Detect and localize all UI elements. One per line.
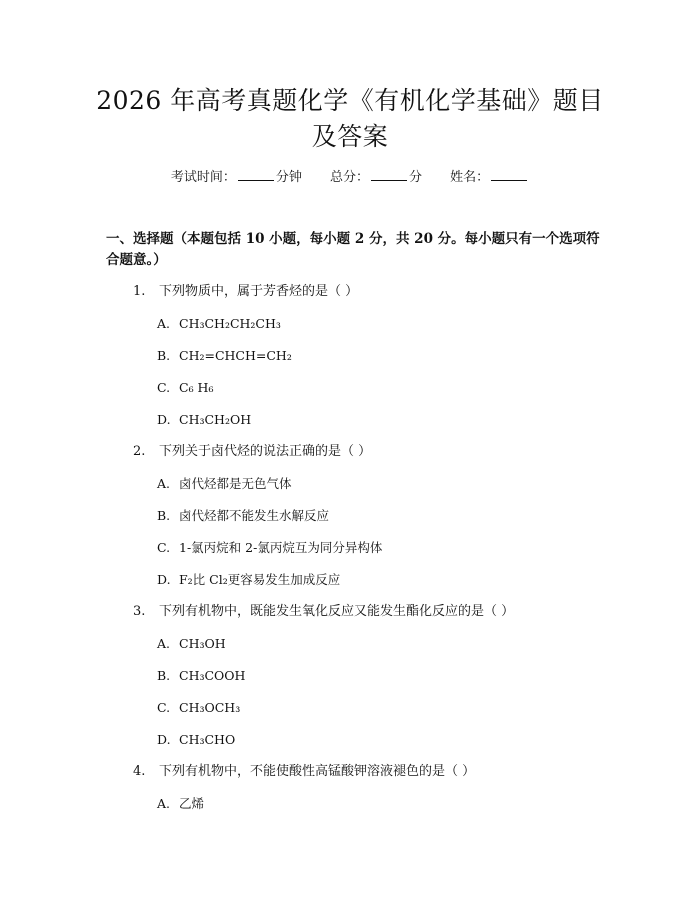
option-letter: A. [157, 636, 171, 651]
question-1-option-b [157, 346, 292, 366]
total-score-field [330, 170, 422, 185]
question-1-option-c [157, 378, 213, 398]
question-2-stem [133, 442, 371, 462]
option-text: CH₃CH₂OH [179, 412, 252, 427]
student-name-field [450, 170, 529, 185]
total-score-blank [371, 168, 407, 181]
question-text: 下列物质中，属于芳香烃的是（ ） [159, 284, 359, 299]
question-number: 2. [133, 444, 146, 459]
question-2-option-b [157, 506, 329, 526]
option-letter: C. [157, 540, 171, 555]
student-name-blank [491, 168, 527, 181]
option-letter: B. [157, 508, 171, 523]
option-text: CH₃OH [179, 636, 226, 651]
option-letter: A. [157, 796, 171, 811]
question-4-stem [133, 762, 475, 782]
option-text: CH₃OCH₃ [179, 700, 241, 715]
question-3-option-d [157, 730, 235, 750]
question-3-option-b [157, 666, 245, 686]
question-number: 1. [133, 284, 146, 299]
exam-time-label: 考试时间： [170, 170, 236, 185]
option-text: F₂比 Cl₂更容易发生加成反应 [179, 572, 341, 587]
option-letter: A. [157, 476, 171, 491]
option-letter: B. [157, 668, 171, 683]
option-text: 乙烯 [179, 796, 205, 811]
option-text: CH₂=CHCH=CH₂ [179, 348, 292, 363]
option-text: 卤代烃都是无色气体 [179, 476, 292, 491]
option-letter: D. [157, 732, 171, 747]
exam-time-field [171, 170, 302, 185]
option-letter: B. [157, 348, 171, 363]
option-text: CH₃COOH [179, 668, 246, 683]
option-letter: C. [157, 700, 171, 715]
question-1-option-d [157, 410, 251, 430]
option-text: CH₃CHO [179, 732, 236, 747]
question-2-option-c [157, 538, 382, 558]
exam-meta-row [0, 168, 700, 188]
question-3-option-c [157, 698, 240, 718]
option-text: C₆ H₆ [179, 380, 214, 395]
question-number: 3. [133, 604, 146, 619]
question-text: 下列有机物中，既能发生氧化反应又能发生酯化反应的是（ ） [159, 604, 515, 619]
question-1-option-a [157, 314, 281, 334]
option-text: 卤代烃都不能发生水解反应 [179, 508, 330, 523]
option-letter: D. [157, 412, 171, 427]
question-2-option-d [157, 570, 340, 590]
section-heading-line-1: 一、选择题（本题包括 10 小题，每小题 2 分，共 20 分。每小题只有一个选项符 [106, 231, 600, 247]
question-2-option-a [157, 474, 292, 494]
question-4-option-a [157, 794, 204, 814]
option-letter: A. [157, 316, 171, 331]
question-number: 4. [133, 764, 146, 779]
question-text: 下列有机物中，不能使酸性高锰酸钾溶液褪色的是（ ） [159, 764, 476, 779]
question-text: 下列关于卤代烃的说法正确的是（ ） [159, 444, 372, 459]
option-letter: D. [157, 572, 171, 587]
question-1-stem [133, 282, 358, 302]
exam-time-blank [238, 168, 274, 181]
section-heading-line-2: 合题意。） [106, 252, 167, 268]
total-score-label: 总分： [329, 170, 369, 185]
question-3-option-a [157, 634, 226, 654]
document-title-line-2: 及答案 [311, 122, 389, 151]
exam-time-unit: 分钟 [275, 170, 302, 185]
total-score-unit: 分 [409, 170, 423, 185]
option-letter: C. [157, 380, 171, 395]
option-text: CH₃CH₂CH₂CH₃ [179, 316, 281, 331]
option-text: 1-氯丙烷和 2-氯丙烷互为同分异构体 [179, 540, 383, 555]
question-3-stem [133, 602, 514, 622]
student-name-label: 姓名： [450, 170, 490, 185]
document-title-line-1: 2026 年高考真题化学《有机化学基础》题目 [96, 86, 604, 115]
